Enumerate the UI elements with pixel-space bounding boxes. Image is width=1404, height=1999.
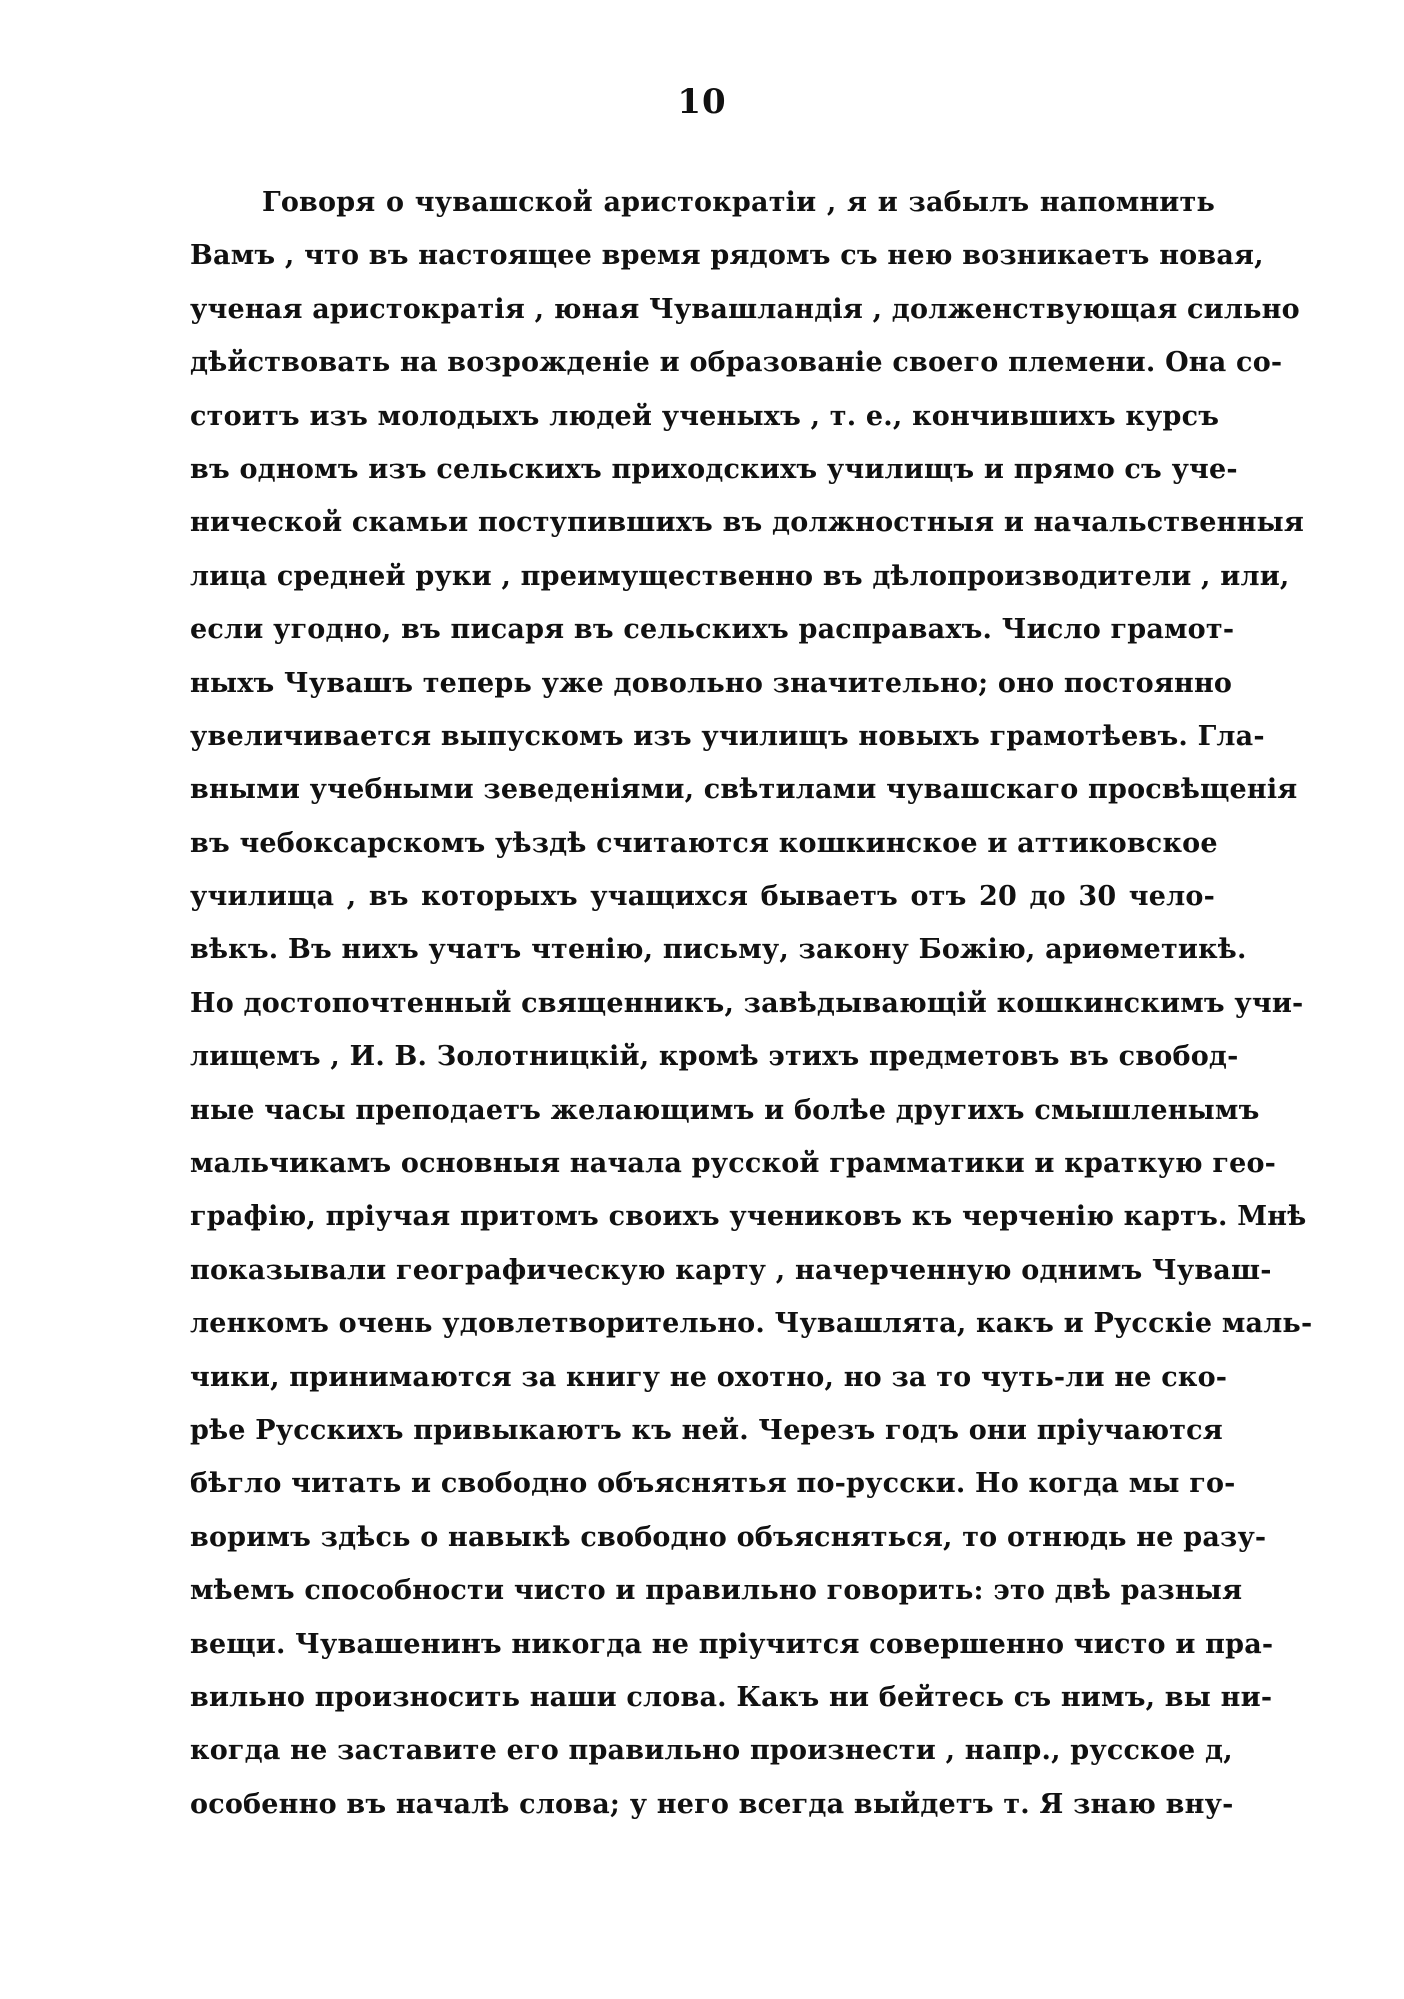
body-text	[190, 176, 1313, 1831]
text-line: если угодно, въ писаря въ сельскихъ расправахъ. Число грамот-	[190, 614, 1235, 646]
text-line: нической скамьи поступившихъ въ должностныя и начальственныя	[190, 507, 1305, 539]
text-line: Вамъ , что въ настоящее время рядомъ съ нею возникаетъ новая,	[190, 240, 1264, 272]
text-line: чики, принимаются за книгу не охотно, но за то чуть-ли не ско-	[190, 1361, 1228, 1393]
text-line: мальчикамъ основныя начала русской грамматики и краткую гео-	[190, 1148, 1277, 1180]
text-line: воримъ здѣсь о навыкѣ свободно объясняться, то отнюдь не разу-	[190, 1521, 1267, 1553]
text-line: лищемъ , И. В. Золотницкій, кромѣ этихъ предметовъ въ свобод-	[190, 1041, 1239, 1073]
text-line: ные часы преподаетъ желающимъ и болѣе другихъ смышленымъ	[190, 1094, 1260, 1126]
text-line: увеличивается выпускомъ изъ училищъ новыхъ грамотѣевъ. Гла-	[190, 720, 1265, 752]
text-line: въ чебоксарскомъ уѣздѣ считаются кошкинское и аттиковское	[190, 827, 1218, 859]
text-line: стоитъ изъ молодыхъ людей ученыхъ , т. е., кончившихъ курсъ	[190, 400, 1220, 432]
text-line: вными учебными зеведеніями, свѣтилами чувашскаго просвѣщенія	[190, 774, 1298, 806]
text-line: графію, пріучая притомъ своихъ учениковъ къ черченію картъ. Мнѣ	[190, 1201, 1307, 1233]
page-number: 10	[677, 82, 727, 122]
text-line: вѣкъ. Въ нихъ учатъ чтенію, письму, закону Божію, ариѳметикѣ.	[190, 934, 1247, 966]
text-line: показывали географическую карту , начерченную однимъ Чуваш-	[190, 1254, 1272, 1286]
text-line: особенно въ началѣ слова; у него всегда выйдетъ т. Я знаю вну-	[190, 1788, 1234, 1820]
text-line: когда не заставите его правильно произнести , напр., русское д,	[190, 1735, 1233, 1767]
text-line: ленкомъ очень удовлетворительно. Чувашлята, какъ и Русскіе маль-	[190, 1308, 1313, 1340]
text-line: вещи. Чувашенинъ никогда не пріучится совершенно чисто и пра-	[190, 1628, 1274, 1660]
text-line: Говоря о чувашской аристократіи , я и забылъ напомнить	[262, 187, 1215, 218]
text-line: въ одномъ изъ сельскихъ приходскихъ училищъ и прямо съ уче-	[190, 453, 1238, 485]
text-line: вильно произносить наши слова. Какъ ни бейтесь съ нимъ, вы ни-	[190, 1681, 1273, 1713]
text-line: ныхъ Чувашъ теперь уже довольно значительно; оно постоянно	[190, 667, 1233, 699]
text-line: ученая аристократія , юная Чувашландія , долженствующая сильно	[190, 293, 1300, 325]
text-line: Но достопочтенный священникъ, завѣдывающій кошкинскимъ учи-	[190, 987, 1304, 1019]
text-line: рѣе Русскихъ привыкаютъ къ ней. Черезъ годъ они пріучаются	[190, 1414, 1223, 1446]
text-line: бѣгло читать и свободно объяснятья по-русски. Но когда мы го-	[190, 1468, 1236, 1500]
text-line: лица средней руки , преимущественно въ дѣлопроизводители , или,	[190, 560, 1290, 592]
text-line: училища , въ которыхъ учащихся бываетъ отъ 20 до 30 чело-	[190, 881, 1215, 913]
text-line: мѣемъ способности чисто и правильно говорить: это двѣ разныя	[190, 1575, 1243, 1607]
text-line: дѣйствовать на возрожденіе и образованіе своего племени. Она со-	[190, 347, 1283, 379]
